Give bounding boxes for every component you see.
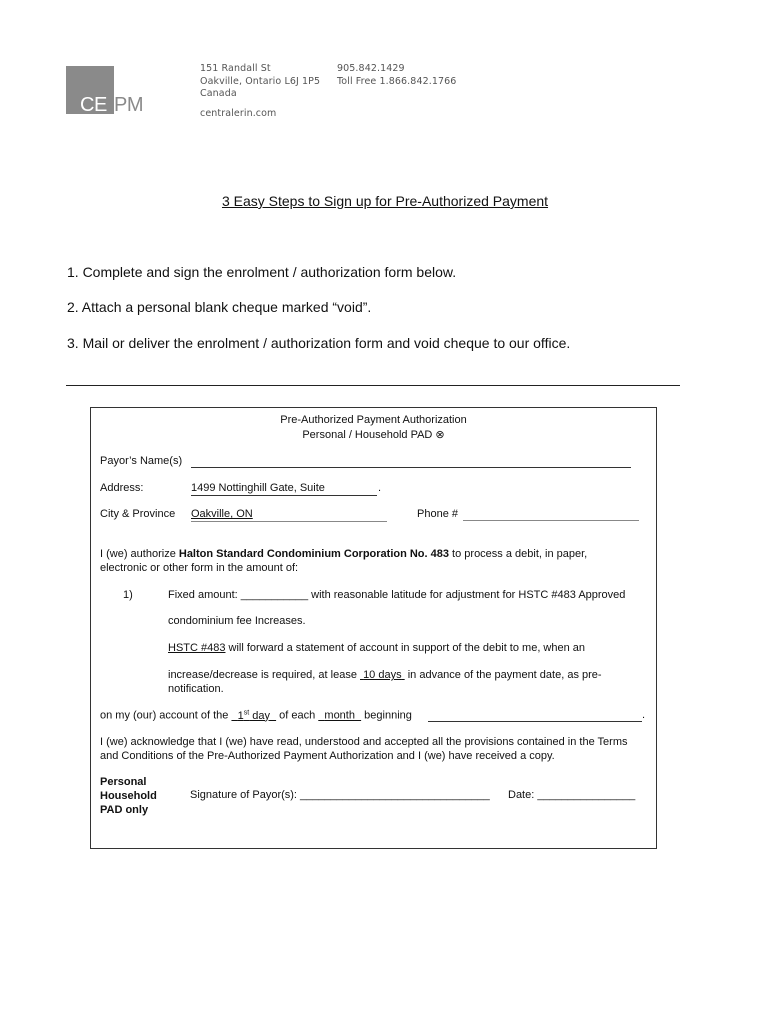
address-end: . (378, 482, 382, 494)
address-line: 151 Randall St (200, 63, 271, 74)
phone-line: Toll Free 1.866.842.1766 (337, 75, 457, 87)
item-number: 1) (123, 589, 133, 601)
address-label: Address: (100, 482, 144, 494)
days-value: 10 days (363, 669, 402, 681)
svg-text:CE: CE (80, 94, 107, 114)
section-divider (66, 385, 680, 386)
increase-text-end: in advance of the payment date, as pre- (404, 669, 602, 681)
authorize-line-1 (100, 548, 587, 560)
page-title: 3 Easy Steps to Sign up for Pre-Authorized Payment (221, 193, 549, 209)
account-line (100, 709, 412, 722)
statement-text: will forward a statement of account in support of the debit to me, when an (225, 642, 586, 654)
pad-label-household: Household (100, 790, 157, 802)
pad-type-label (100, 775, 157, 817)
ack-line-2: and Conditions of the Pre-Authorized Payment Authorization and I (we) have received a copy. (100, 750, 555, 762)
city-field[interactable] (191, 508, 387, 522)
phone-label: Phone # (417, 508, 458, 520)
authorize-line-2: electronic or other form in the amount of: (100, 562, 299, 574)
payor-name-field[interactable] (191, 467, 631, 468)
fixed-amount-field[interactable]: ___________ (240, 589, 309, 601)
account-end: . (642, 709, 646, 721)
pad-authorization-form (90, 407, 657, 849)
hstc-reference: HSTC #483 (168, 642, 226, 654)
phone-field[interactable] (463, 520, 639, 521)
company-phones (337, 63, 456, 88)
fixed-amount-line (168, 589, 625, 601)
address-value: 1499 Nottinghill Gate, Suite (191, 482, 325, 494)
day-number: 1 (237, 709, 244, 722)
form-subheading: Personal / Household PAD ⊗ (302, 429, 445, 441)
authorize-text-end: to process a debit, in paper, (449, 548, 588, 560)
step-1: 1. Complete and sign the enrolment / authorization form below. (67, 264, 457, 280)
corporation-name: Halton Standard Condominium Corporation No. 483 (178, 548, 449, 560)
authorize-text: I (we) authorize (100, 548, 179, 560)
increase-text: increase/decrease is required, at lease (168, 669, 360, 681)
notification-line: notification. (168, 683, 224, 695)
step-2: 2. Attach a personal blank cheque marked “void”. (67, 299, 372, 315)
increase-line (168, 669, 602, 681)
of-each-text: of each (276, 709, 319, 722)
day-field[interactable] (231, 710, 276, 722)
company-website[interactable]: centralerin.com (200, 108, 277, 119)
fixed-amount-label: Fixed amount: (168, 589, 241, 601)
day-word: day (249, 709, 270, 722)
pad-label-personal: Personal (100, 776, 147, 788)
form-heading: Pre-Authorized Payment Authorization (280, 414, 467, 426)
signature-field[interactable]: Signature of Payor(s): _______________________________ (190, 789, 490, 801)
condo-fee-line: condominium fee Increases. (168, 615, 306, 627)
company-address (200, 63, 320, 101)
payor-name-label: Payor’s Name(s) (100, 455, 183, 467)
phone-line: 905.842.1429 (337, 63, 405, 74)
month-value: month (324, 709, 355, 722)
account-text: on my (our) account of the (100, 709, 232, 722)
ack-line-1: I (we) acknowledge that I (we) have read, understood and accepted all the provisions contained in the Terms (100, 736, 628, 748)
address-field[interactable] (191, 482, 377, 496)
city-value: Oakville, ON (191, 508, 253, 520)
step-3: 3. Mail or deliver the enrolment / authorization form and void cheque to our office. (67, 335, 571, 351)
company-logo (66, 66, 148, 114)
statement-line (168, 642, 585, 654)
month-field[interactable] (318, 710, 361, 722)
city-label: City & Province (100, 508, 176, 520)
fixed-amount-text: with reasonable latitude for adjustment for HSTC #483 Approved (308, 589, 626, 601)
address-line: Oakville, Ontario L6J 1P5 (200, 75, 321, 87)
days-field[interactable] (360, 669, 405, 681)
day-suffix: st (243, 709, 250, 716)
beginning-text: beginning (361, 709, 412, 722)
date-field[interactable]: Date: ________________ (508, 789, 636, 801)
beginning-date-field[interactable] (428, 721, 642, 722)
svg-text:PM: PM (114, 94, 143, 114)
address-line: Canada (200, 88, 237, 99)
pad-label-only: PAD only (100, 804, 149, 816)
